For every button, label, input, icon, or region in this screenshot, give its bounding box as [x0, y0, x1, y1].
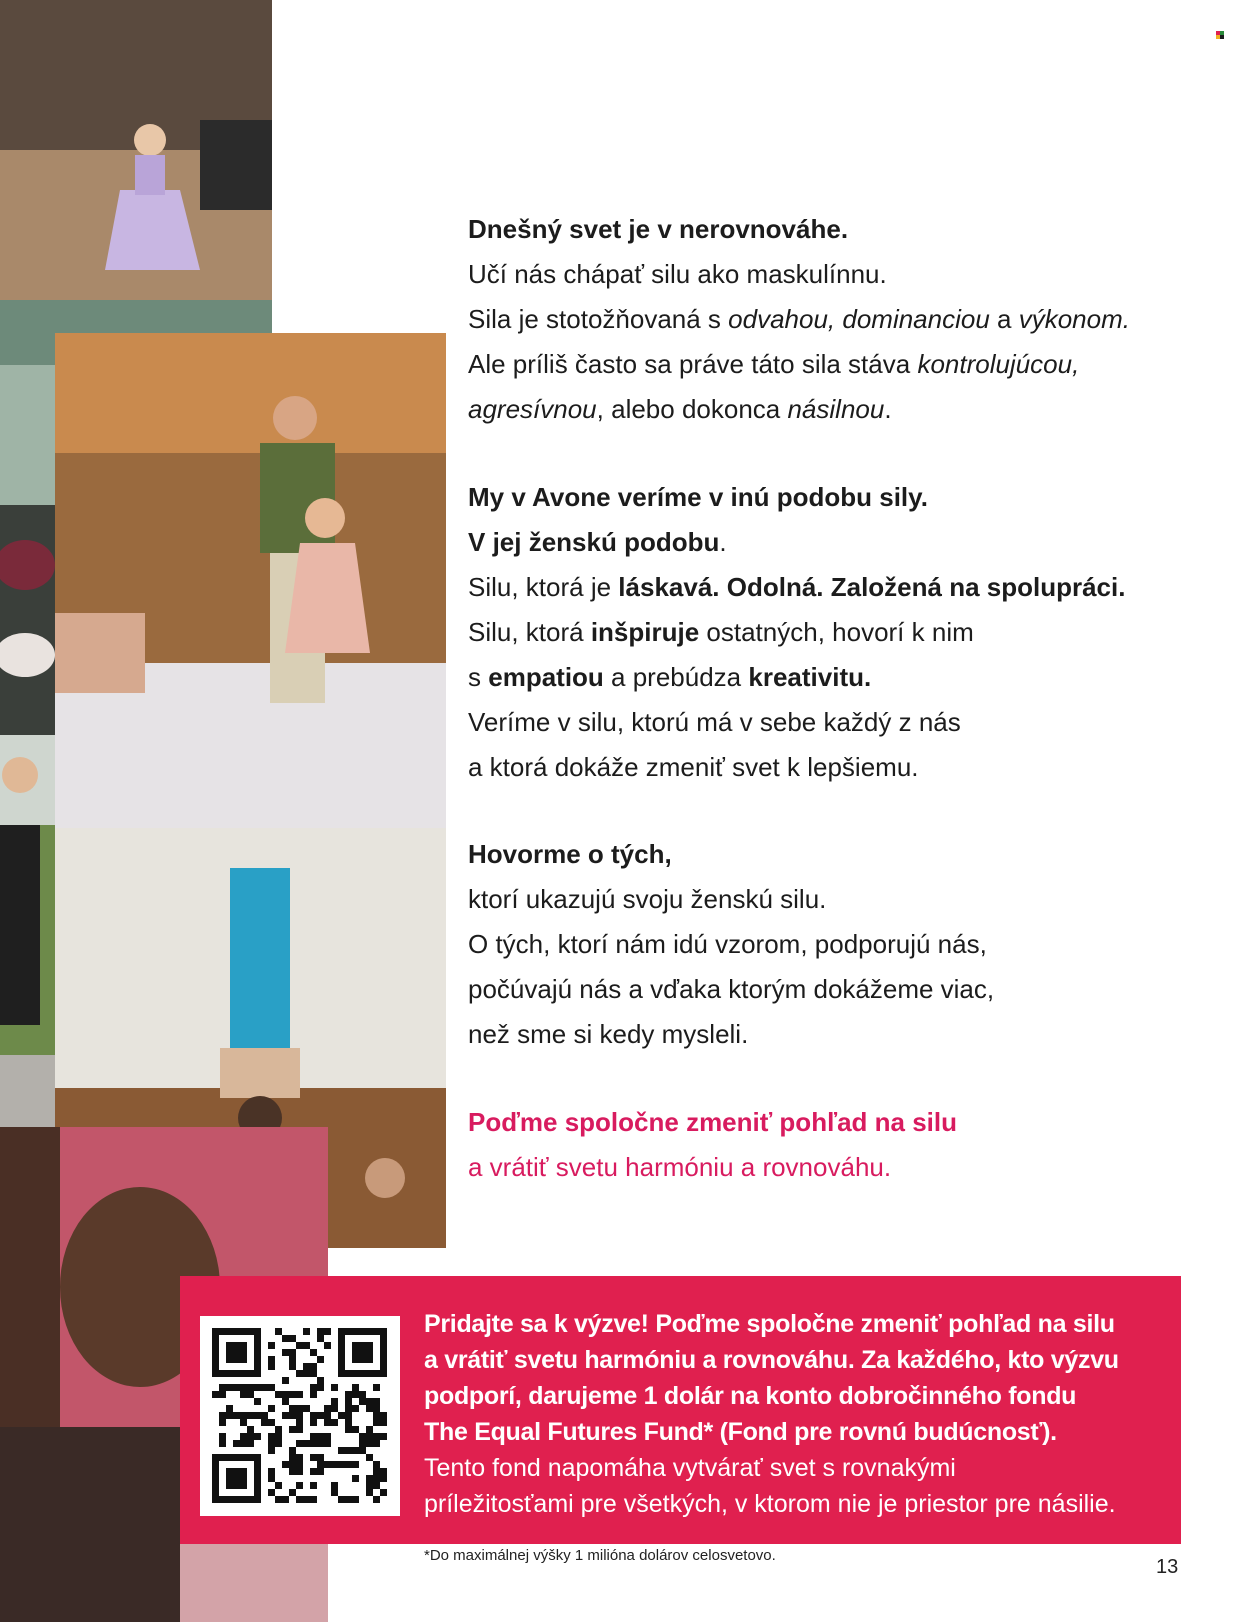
talk-section [468, 832, 1208, 1057]
belief-section [468, 475, 1208, 790]
photo-bed-jump [55, 333, 446, 828]
photo-ballet-girl [0, 0, 272, 365]
cta-line: The Equal Futures Fund* (Fond pre rovnú budúcnosť). [424, 1418, 1057, 1446]
belief-line: Silu, ktorá inšpiruje ostatných, hovorí k nim [468, 617, 974, 647]
talk-line: počúvajú nás a vďaka ktorým dokážeme viac, [468, 974, 995, 1004]
photo-drums [0, 365, 55, 735]
call-headline: Poďme spoločne zmeniť pohľad na silu [468, 1107, 958, 1137]
intro-line: Sila je stotožňovaná s odvahou, dominanciou a výkonom. [468, 304, 1130, 334]
belief-line: s empatiou a prebúdza kreativitu. [468, 662, 872, 692]
intro-line: Ale príliš často sa práve táto sila stáva kontrolujúcou, [468, 349, 1080, 379]
talk-line: než sme si kedy mysleli. [468, 1019, 749, 1049]
page-number: 13 [1156, 1556, 1179, 1578]
brand-mark-icon [1216, 31, 1224, 39]
cta-line: Tento fond napomáha vytvárať svet s rovnakými [424, 1454, 956, 1482]
belief-line: Veríme v silu, ktorú má v sebe každý z nás [468, 707, 961, 737]
cta-text [424, 1306, 1169, 1522]
intro-line: Učí nás chápať silu ako maskulínnu. [468, 259, 887, 289]
intro-heading: Dnešný svet je v nerovnováhe. [468, 214, 849, 244]
footnote: *Do maximálnej výšky 1 milióna dolárov celosvetovo. [424, 1547, 776, 1564]
talk-heading: Hovorme o tých, [468, 839, 672, 869]
belief-heading: My v Avone veríme v inú podobu sily. [468, 482, 928, 512]
cta-line: a vrátiť svetu harmóniu a rovnováhu. Za každého, kto výzvu [424, 1346, 1119, 1374]
qr-code-graphic [200, 1316, 400, 1516]
cta-box [180, 1276, 1181, 1544]
talk-line: ktorí ukazujú svoju ženskú silu. [468, 884, 827, 914]
talk-line: O tých, ktorí nám idú vzorom, podporujú nás, [468, 929, 987, 959]
qr-code[interactable] [200, 1316, 400, 1516]
call-section [468, 1100, 1208, 1190]
cta-line: príležitosťami pre všetkých, v ktorom nie je priestor pre násilie. [424, 1490, 1116, 1518]
belief-line: Silu, ktorá je láskavá. Odolná. Založená na spolupráci. [468, 572, 1126, 602]
cta-line: Pridajte sa k výzve! Poďme spoločne zmeniť pohľad na silu [424, 1310, 1115, 1338]
call-subline: a vrátiť svetu harmóniu a rovnováhu. [468, 1152, 892, 1182]
intro-section [468, 207, 1208, 432]
belief-line: a ktorá dokáže zmeniť svet k lepšiemu. [468, 752, 919, 782]
cta-line: podporí, darujeme 1 dolár na konto dobročinného fondu [424, 1382, 1077, 1410]
belief-heading: V jej ženskú podobu. [468, 527, 727, 557]
intro-line: agresívnou, alebo dokonca násilnou. [468, 394, 892, 424]
